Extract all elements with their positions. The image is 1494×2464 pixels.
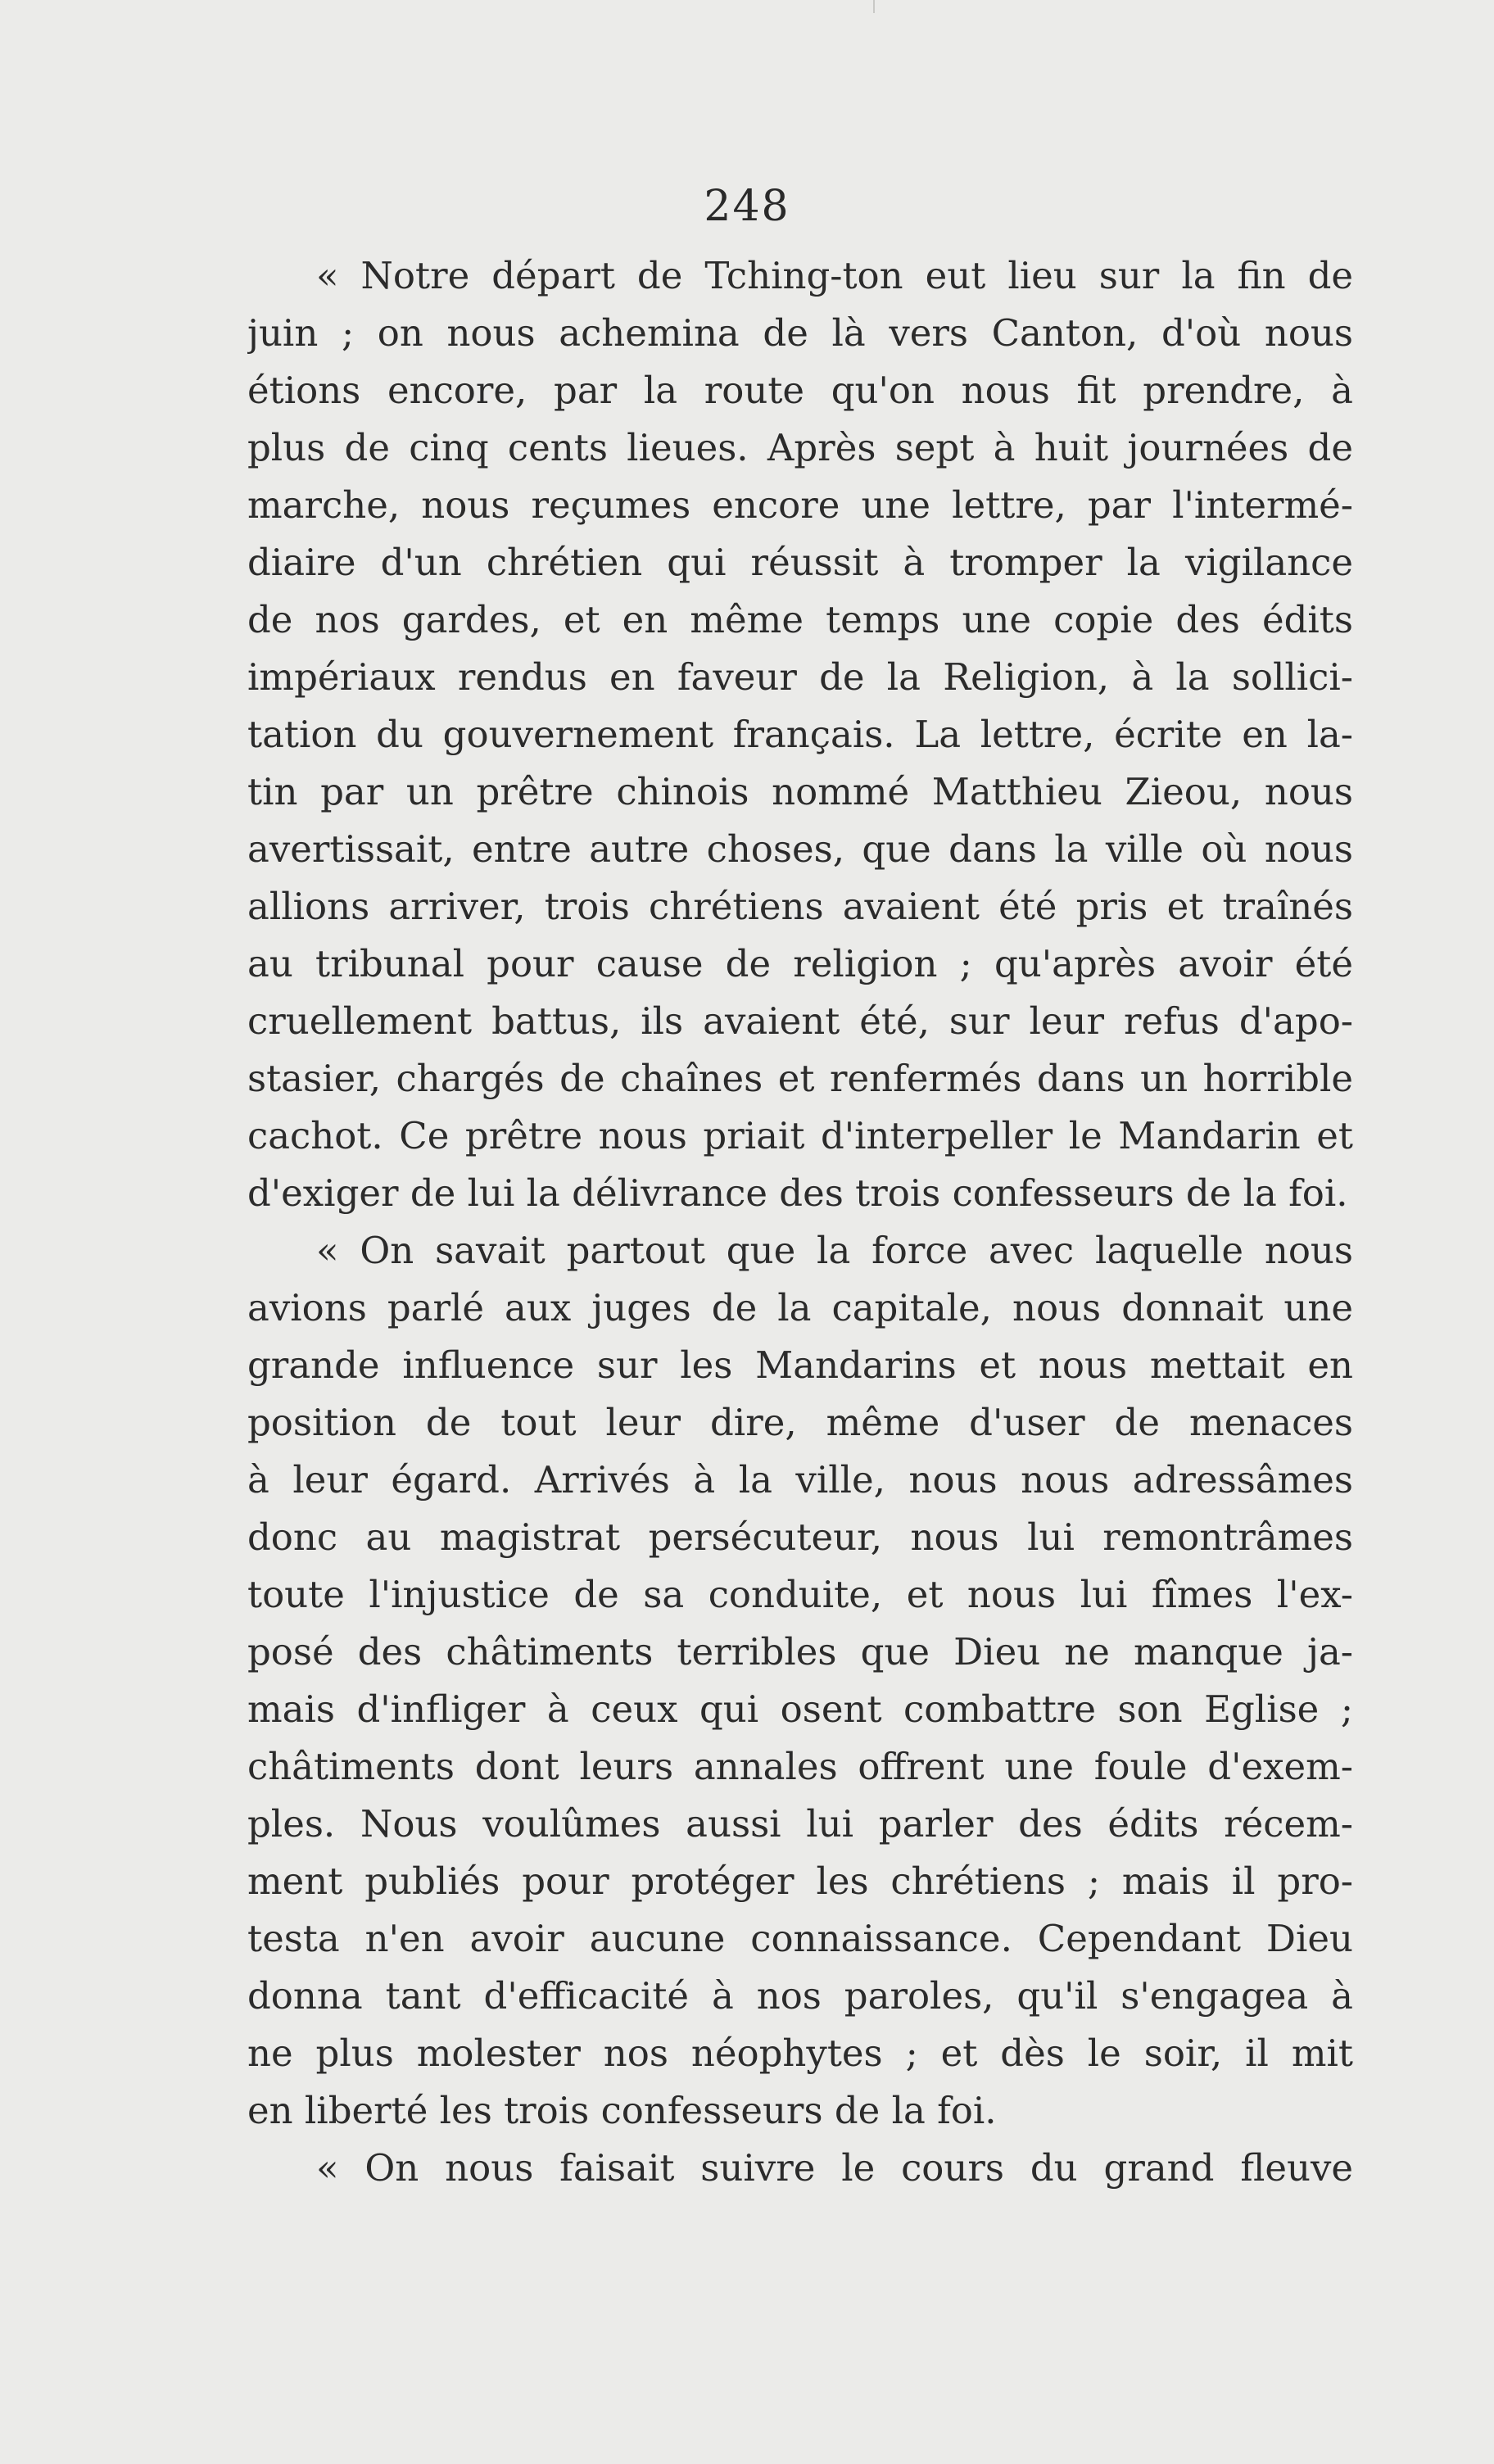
text-line: toute l'injustice de sa conduite, et nous lui fîmes l'ex-: [247, 1573, 1353, 1616]
paragraph-1: [247, 247, 1353, 1222]
paragraph-3: [247, 2140, 1353, 2197]
text-line: « On nous faisait suivre le cours du grand fleuve: [316, 2146, 1353, 2190]
text-line: grande influence sur les Mandarins et nous mettait en: [247, 1343, 1353, 1387]
text-line: ne plus molester nos néophytes ; et dès le soir, il mit: [247, 2031, 1353, 2075]
text-line: châtiments dont leurs annales offrent une foule d'exem-: [247, 1745, 1353, 1788]
text-line: impériaux rendus en faveur de la Religion, à la sollici-: [247, 655, 1353, 699]
text-line: étions encore, par la route qu'on nous fit prendre, à: [247, 369, 1353, 412]
page-number: 248: [704, 182, 790, 231]
text-line: ment publiés pour protéger les chrétiens ; mais il pro-: [247, 1859, 1353, 1903]
text-line: posé des châtiments terribles que Dieu ne manque ja-: [247, 1630, 1353, 1674]
text-line: avertissait, entre autre choses, que dans la ville où nous: [247, 827, 1353, 871]
text-line: avions parlé aux juges de la capitale, nous donnait une: [247, 1286, 1353, 1329]
text-line: mais d'infliger à ceux qui osent combattre son Eglise ;: [247, 1687, 1353, 1731]
text-line: de nos gardes, et en même temps une copie des édits: [247, 598, 1353, 641]
body-text: [247, 247, 1353, 2197]
text-line: juin ; on nous achemina de là vers Canton, d'où nous: [247, 311, 1353, 355]
text-line: tation du gouvernement français. La lettre, écrite en la-: [247, 713, 1353, 756]
text-line: « Notre départ de Tching-ton eut lieu sur la fin de: [316, 254, 1353, 297]
text-line: ples. Nous voulûmes aussi lui parler des édits récem-: [247, 1802, 1353, 1846]
text-line: cachot. Ce prêtre nous priait d'interpeller le Mandarin et: [247, 1114, 1353, 1157]
text-line: d'exiger de lui la délivrance des trois confesseurs de la foi.: [247, 1171, 1348, 1215]
text-line: allions arriver, trois chrétiens avaient été pris et traînés: [247, 885, 1353, 928]
text-line: cruellement battus, ils avaient été, sur leur refus d'apo-: [247, 999, 1353, 1043]
text-line: diaire d'un chrétien qui réussit à tromper la vigilance: [247, 541, 1353, 584]
text-line: à leur égard. Arrivés à la ville, nous nous adressâmes: [247, 1458, 1353, 1502]
text-line: tin par un prêtre chinois nommé Matthieu Zieou, nous: [247, 770, 1353, 813]
scan-mark: [873, 0, 875, 13]
text-line: stasier, chargés de chaînes et renfermés dans un horrible: [247, 1057, 1353, 1100]
text-line: donc au magistrat persécuteur, nous lui remontrâmes: [247, 1515, 1353, 1559]
text-line: position de tout leur dire, même d'user de menaces: [247, 1401, 1353, 1444]
text-line: plus de cinq cents lieues. Après sept à huit journées de: [247, 426, 1353, 469]
text-line: marche, nous reçumes encore une lettre, par l'intermé-: [247, 483, 1353, 527]
text-line: donna tant d'efficacité à nos paroles, qu'il s'engagea à: [247, 1974, 1353, 2018]
paragraph-2: [247, 1222, 1353, 2140]
text-line: « On savait partout que la force avec laquelle nous: [316, 1229, 1353, 1272]
text-line: au tribunal pour cause de religion ; qu'après avoir été: [247, 942, 1353, 985]
text-line: en liberté les trois confesseurs de la foi.: [247, 2089, 997, 2132]
text-line: testa n'en avoir aucune connaissance. Cependant Dieu: [247, 1917, 1353, 1960]
